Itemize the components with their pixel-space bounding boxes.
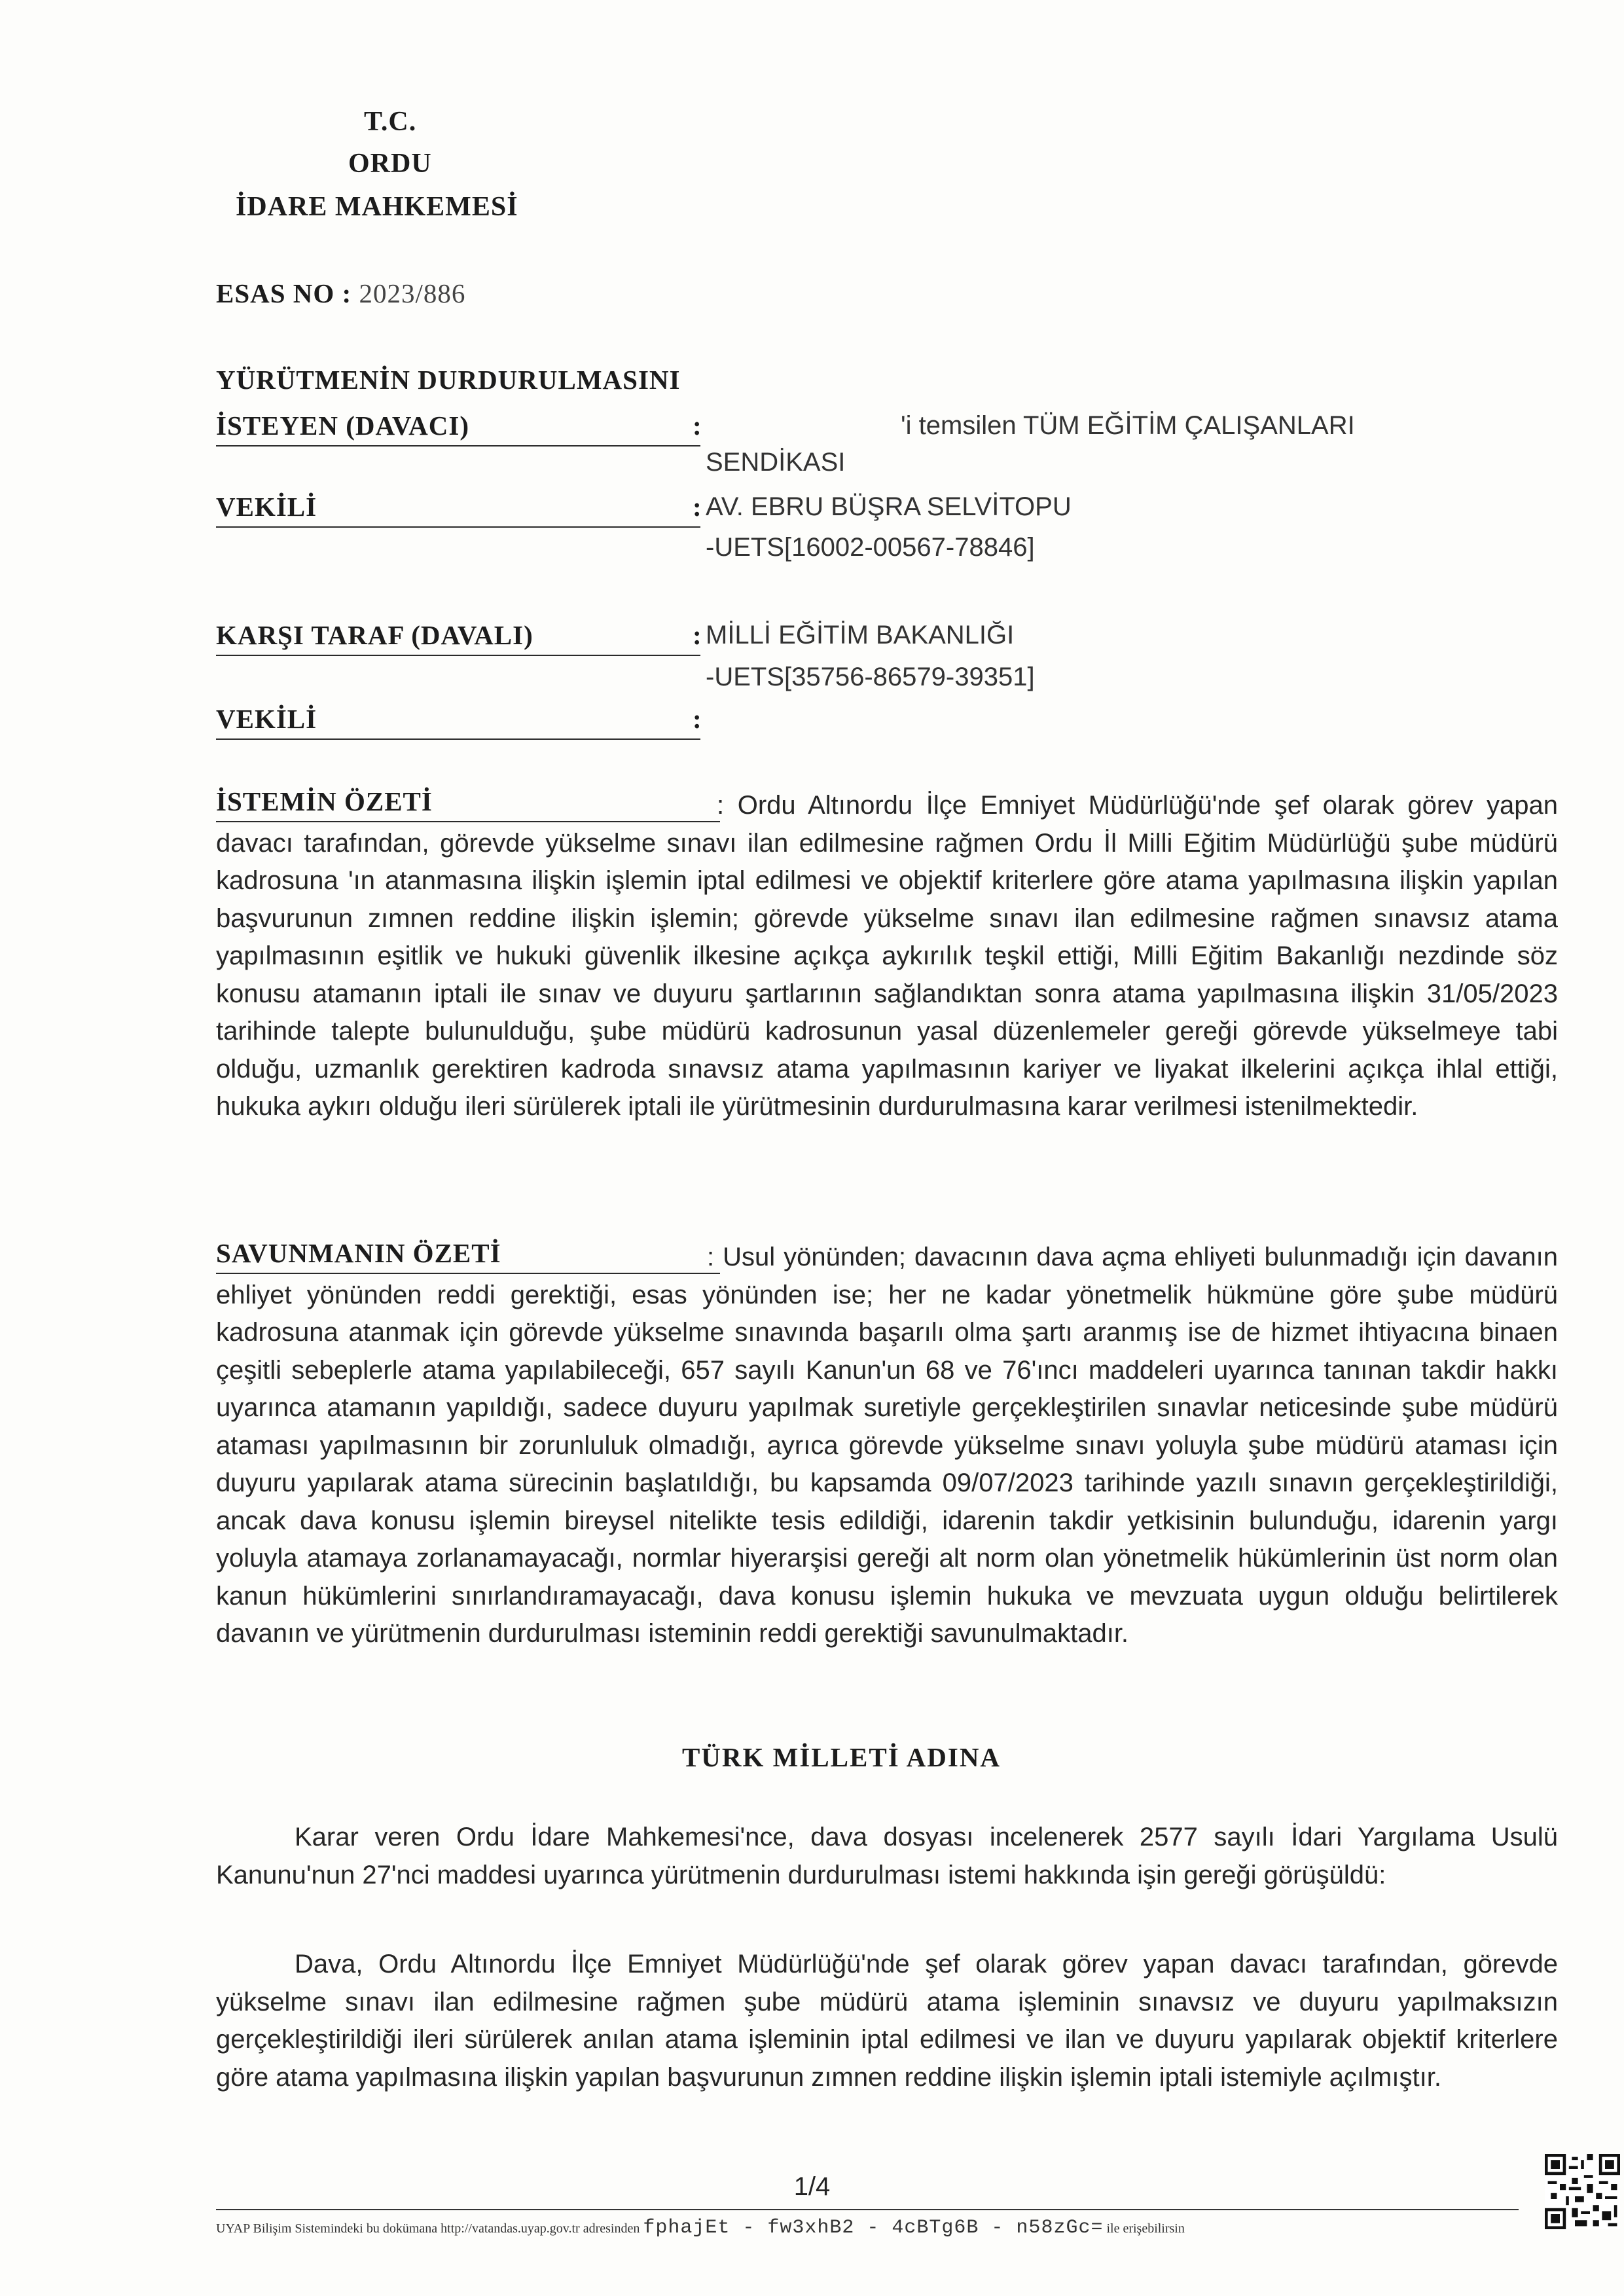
verification-code: fphajEt - fw3xhB2 - 4cBTg6B - n58zGc= <box>643 2217 1104 2239</box>
footer-text-before: UYAP Bilişim Sistemindeki bu dokümana http://vatandas.uyap.gov.tr adresinden <box>216 2221 640 2236</box>
court-name: İDARE MAHKEMESİ <box>236 192 518 222</box>
court-tc: T.C. <box>364 107 417 137</box>
plaintiff-value-1: 'i temsilen TÜM EĞİTİM ÇALIŞANLARI <box>901 411 1355 440</box>
court-city: ORDU <box>348 149 432 179</box>
request-text: : Ordu Altınordu İlçe Emniyet Müdürlüğü'nde şef olarak görev yapan davacı tarafından, görevde yükselme sınavı ilan edilmesine rağmen Ordu İl Milli Eğitim Müdürlüğü şube müdürü kadrosuna 'ın atanmasına ilişkin işlemin iptal edilmesi ve objektif kriterlere göre atama yapılmasına ilişkin yapılan başvurunun zımnen reddine ilişkin işlemin; görevde yükselme sınavı ilan edilmesine rağmen sınavsız atama yapılmasının eşitlik ve hukuki güvenlik ilkesine açıkça aykırılık teşkil ettiği, Milli Eğitim Bakanlığı nezdinde söz konusu atamanın iptali ile sınav ve duyuru şartlarının sağlandıktan sonra atama yapılmasına ilişkin 31/05/2023 tarihinde talepte bulunulduğu, şube müdürü kadrosunun yasal düzenlemeler gereği görevde yükselmeye tabi olduğu, uzmanlık gerektiren kadroda sınavsız atama yapılmasının kariyer ve liyakat ilkelerini açıkça ihlal ettiği, hukuka aykırı olduğu ileri sürülerek iptali ile yürütmesinin durdurulmasına karar verilmesi istenilmektedir. <box>216 791 1558 1121</box>
footer-text-after: ile erişebilirsin <box>1106 2221 1185 2236</box>
request-label: İSTEMİN ÖZETİ <box>216 786 433 816</box>
defendant-value-1: MİLLİ EĞİTİM BAKANLIĞI <box>706 621 1015 649</box>
defense-text: : Usul yönünden; davacının dava açma ehliyeti bulunmadığı için davanın ehliyet yönünden reddi gerektiği, esas yönünden ise; her ne kadar yönetmelik hükmüne göre şube müdürü kadrosuna atanmak için görevde yükselme sınavında başarılı olma şartı aranmış ise de hizmet ihtiyacına binaen çeşitli sebeplerle atama yapılabileceği, 657 sayılı Kanun'un 68 ve 76'ıncı maddeleri uyarınca tanınan takdir hakkı uyarınca atamanın yapıldığı, sadece duyuru yapılmak suretiyle gerçekleştirilen sınavlar neticesinde şube müdürü ataması yapılmasının bir zorunluluk olmadığı, ayrıca görevde yükselme sınavı yoluyla şube müdürü ataması için duyuru yapılarak atama sürecinin başlatıldığı, bu kapsamda 09/07/2023 tarihinde yazılı sınavın gerçekleştirildiği, ancak dava konusu işlemin bireysel nitelikte tesis edildiği, idarenin takdir yetkisinin bulunduğu, idarenin yargı yoluyla atamaya zorlanamayacağı, normlar hiyerarşisi gereği alt norm olan yönetmelik hükümlerinin üst norm olan kanun hükümlerini sınırlandıramayacağı, dava konusu işlemin hukuka ve mevzuata uygun olduğu belirtilerek davanın ve yürütmenin durdurulması isteminin reddi gerektiği savunulmaktadır. <box>216 1243 1558 1648</box>
plaintiff-underline <box>216 445 700 446</box>
plaintiff-label-2: İSTEYEN (DAVACI) <box>216 410 470 441</box>
esas-value: 2023/886 <box>359 278 466 308</box>
defendant-attorney-colon: : <box>693 704 702 734</box>
attorney-colon: : <box>693 492 702 522</box>
qr-code-icon <box>1545 2154 1620 2229</box>
attorney-label: VEKİLİ <box>216 492 317 522</box>
plaintiff-colon: : <box>693 410 702 441</box>
defendant-attorney-underline <box>216 738 700 740</box>
esas-label: ESAS NO : <box>216 278 352 308</box>
defendant-attorney-label: VEKİLİ <box>216 704 317 734</box>
footer-divider <box>216 2209 1519 2210</box>
plaintiff-label-1: YÜRÜTMENİN DURDURULMASINI <box>216 365 681 395</box>
plaintiff-value-2: SENDİKASI <box>706 448 846 477</box>
defense-label: SAVUNMANIN ÖZETİ <box>216 1238 501 1268</box>
attorney-value-1: AV. EBRU BÜŞRA SELVİTOPU <box>706 492 1072 521</box>
nation-heading: TÜRK MİLLETİ ADINA <box>681 1742 1001 1772</box>
page-number: 1/4 <box>793 2172 831 2201</box>
attorney-value-2: -UETS[16002-00567-78846] <box>706 533 1035 562</box>
esas-no <box>216 278 465 309</box>
defendant-value-2: -UETS[35756-86579-39351] <box>706 663 1035 691</box>
defendant-label: KARŞI TARAF (DAVALI) <box>216 620 533 650</box>
defendant-colon: : <box>693 620 702 650</box>
attorney-underline <box>216 526 700 528</box>
decision-paragraph-2: Dava, Ordu Altınordu İlçe Emniyet Müdürlüğü'nde şef olarak görev yapan davacı tarafından, görevde yükselme sınavı ilan edilmesine rağmen şube müdürü atama işleminin sınavsız ve duyuru yapılmaksızın gerçekleştirildiği ileri sürülerek anılan atama işleminin iptal edilmesi ve ilan ve duyuru yapılarak objektif kriterlere göre atama yapılmasına ilişkin yapılan başvurunun zımnen reddine ilişkin işlemin iptali istemiyle açılmıştır. <box>216 1950 1558 2092</box>
footer-verification <box>216 2217 1519 2239</box>
decision-paragraph-1: Karar veren Ordu İdare Mahkemesi'nce, dava dosyası incelenerek 2577 sayılı İdari Yargılama Usulü Kanunu'nun 27'nci maddesi uyarınca yürütmenin durdurulması istemi hakkında işin gereği görüşüldü: <box>216 1823 1558 1889</box>
defendant-underline <box>216 655 700 656</box>
